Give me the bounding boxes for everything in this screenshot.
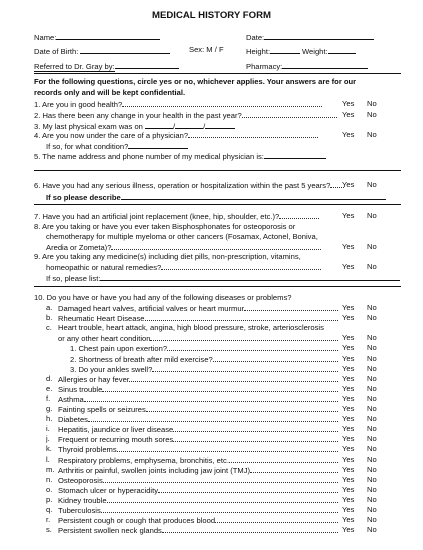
question-3[interactable]: 3. My last physical exam was on / /	[34, 121, 235, 131]
disease-item: Heart trouble, heart attack, angina, high blood pressure, stroke, arteriosclerosis	[58, 323, 324, 333]
question-8-line1: 8. Are you taking or have you ever taken Bisphosphonates for osteoporosis or	[34, 222, 296, 231]
disease-no[interactable]: No	[367, 353, 377, 363]
disease-letter: j.	[46, 434, 50, 444]
disease-letter: f.	[46, 393, 51, 403]
disease-item: Stomach ulcer or hyperacidity	[58, 486, 338, 495]
disease-no[interactable]: No	[367, 303, 377, 312]
disease-item: Persistent cough or cough that produces blood	[58, 516, 338, 525]
date-line[interactable]	[264, 32, 374, 40]
disease-item: Osteoporosis	[58, 476, 338, 485]
q2-no[interactable]: No	[367, 110, 377, 119]
q6-yes[interactable]: Yes	[342, 180, 355, 189]
exam-day-line	[175, 121, 203, 129]
question-2: 2. Has there been any change in your health in the past year?	[34, 111, 337, 120]
disease-no[interactable]: No	[367, 343, 377, 353]
header-divider	[34, 73, 401, 74]
disease-no[interactable]: No	[367, 404, 377, 413]
height-field[interactable]	[246, 46, 300, 56]
disease-yes[interactable]: Yes	[342, 505, 355, 514]
disease-item: Rheumatic Heart Disease	[58, 314, 338, 323]
q4-no[interactable]: No	[367, 130, 377, 139]
q9-no[interactable]: No	[367, 262, 377, 271]
disease-no[interactable]: No	[367, 444, 377, 454]
disease-yes[interactable]: Yes	[342, 515, 355, 525]
q6-answer-line[interactable]	[34, 204, 401, 205]
disease-no[interactable]: No	[367, 464, 377, 474]
q2-yes[interactable]: Yes	[342, 110, 355, 119]
pharmacy-line[interactable]	[282, 61, 368, 69]
disease-letter: g.	[46, 404, 53, 413]
sex-label: Sex: M / F	[189, 45, 224, 54]
disease-no[interactable]: No	[367, 484, 377, 494]
question-1: 1. Are you in good health?	[34, 100, 322, 109]
disease-letter: p.	[46, 494, 53, 504]
pharmacy-label: Pharmacy:	[246, 62, 283, 71]
referred-field[interactable]	[34, 61, 179, 71]
exam-month-line	[145, 121, 173, 129]
disease-letter: s.	[46, 525, 52, 535]
dob-field[interactable]	[34, 46, 170, 56]
disease-yes[interactable]: Yes	[342, 393, 355, 403]
q8-no[interactable]: No	[367, 242, 377, 251]
form-title: MEDICAL HISTORY FORM	[151, 10, 272, 21]
disease-yes[interactable]: Yes	[342, 353, 355, 363]
disease-no[interactable]: No	[367, 525, 377, 535]
disease-yes[interactable]: Yes	[342, 464, 355, 474]
question-4: 4. Are you now under the care of a physician?	[34, 131, 318, 140]
q5-answer-line[interactable]	[34, 170, 401, 171]
disease-yes[interactable]: Yes	[342, 525, 355, 535]
q6-describe[interactable]: If so please describe	[46, 192, 386, 202]
disease-letter: r.	[46, 515, 51, 525]
q4-yes[interactable]: Yes	[342, 130, 355, 139]
disease-no[interactable]: No	[367, 424, 377, 434]
question-7: 7. Have you had an artificial joint replacement (knee, hip, shoulder, etc.)?	[34, 212, 319, 221]
q6-no[interactable]: No	[367, 180, 377, 189]
disease-item: Diabetes	[58, 415, 338, 424]
disease-yes[interactable]: Yes	[342, 474, 355, 484]
dob-line[interactable]	[80, 46, 170, 54]
weight-field[interactable]	[302, 46, 356, 56]
disease-item: Kidney trouble	[58, 496, 338, 505]
q6-describe-line	[121, 192, 386, 200]
disease-letter: c.	[46, 323, 52, 333]
disease-item: Asthma	[58, 395, 338, 404]
disease-item: Persistent swollen neck glands	[58, 526, 338, 535]
disease-yes[interactable]: Yes	[342, 424, 355, 434]
disease-yes[interactable]: Yes	[342, 333, 355, 343]
question-10: 10. Do you have or have you had any of the following diseases or problems?	[34, 293, 292, 302]
disease-letter: h.	[46, 414, 53, 424]
disease-item: Tuberculosis	[58, 506, 338, 515]
q9-list[interactable]: If so, please list:	[46, 273, 400, 283]
pharmacy-field[interactable]	[246, 61, 368, 71]
disease-item: 1. Chest pain upon exertion?	[70, 344, 338, 353]
disease-item: Sinus trouble	[58, 385, 338, 394]
disease-yes[interactable]: Yes	[342, 494, 355, 504]
referred-label: Referred to Dr. Gray by:	[34, 62, 115, 71]
disease-yes[interactable]: Yes	[342, 434, 355, 444]
exam-year-line	[205, 121, 235, 129]
disease-item: Thyroid problems	[58, 445, 338, 454]
disease-no[interactable]: No	[367, 474, 377, 484]
disease-no[interactable]: No	[367, 373, 377, 383]
disease-no[interactable]: No	[367, 414, 377, 424]
q8-yes[interactable]: Yes	[342, 242, 355, 251]
disease-item: Arthritis or painful, swollen joints including jaw joint (TMJ)	[58, 466, 338, 475]
q9-answer-line[interactable]	[34, 286, 401, 287]
question-9-line2: homeopathic or natural remedies?	[46, 263, 321, 272]
disease-letter: n.	[46, 474, 53, 484]
disease-yes[interactable]: Yes	[342, 444, 355, 454]
question-6: 6. Have you had any serious illness, operation or hospitalization within the past 5 years?	[34, 181, 344, 190]
disease-no[interactable]: No	[367, 505, 377, 514]
disease-no[interactable]: No	[367, 383, 377, 393]
name-line[interactable]	[56, 32, 160, 40]
disease-letter: b.	[46, 313, 53, 323]
disease-yes[interactable]: Yes	[342, 484, 355, 494]
instructions-line2: records only and will be kept confidential.	[34, 88, 186, 97]
disease-letter: e.	[46, 383, 53, 393]
q7-yes[interactable]: Yes	[342, 211, 355, 220]
q9-list-line	[100, 273, 400, 281]
question-9-line1: 9. Are you taking any medicine(s) including diet pills, non-prescription, vitamins,	[34, 252, 301, 261]
q9-yes[interactable]: Yes	[342, 262, 355, 271]
disease-letter: i.	[46, 424, 50, 434]
disease-yes[interactable]: Yes	[342, 313, 355, 323]
question-5[interactable]: 5. The name address and phone number of my medical physician is:	[34, 151, 326, 161]
q4-condition-line	[128, 141, 188, 149]
q1-no[interactable]: No	[367, 99, 377, 108]
disease-no[interactable]: No	[367, 515, 377, 525]
disease-yes[interactable]: Yes	[342, 343, 355, 353]
disease-no[interactable]: No	[367, 454, 377, 464]
disease-item: Damaged heart valves, artificial valves or heart murmur	[58, 304, 338, 313]
disease-yes[interactable]: Yes	[342, 363, 355, 373]
disease-letter: m.	[46, 464, 55, 474]
height-label: Height:	[246, 47, 271, 56]
weight-label: Weight:	[302, 47, 328, 56]
q7-no[interactable]: No	[367, 211, 377, 220]
disease-yes[interactable]: Yes	[342, 383, 355, 393]
disease-no[interactable]: No	[367, 363, 377, 373]
disease-yes[interactable]: Yes	[342, 303, 355, 312]
disease-yes[interactable]: Yes	[342, 373, 355, 383]
disease-letter: o.	[46, 484, 53, 494]
name-field[interactable]	[34, 32, 160, 42]
disease-letter: l.	[46, 454, 50, 464]
disease-item: Frequent or recurring mouth sores	[58, 435, 338, 444]
question-8-line2: chemotherapy for multiple myeloma or other cancers (Fosamax, Actonel, Boniva,	[46, 232, 318, 241]
disease-item: or any other heart condition	[58, 334, 338, 343]
disease-item: Allergies or hay fever	[58, 375, 338, 384]
disease-yes[interactable]: Yes	[342, 404, 355, 413]
sex-field[interactable]	[189, 46, 224, 54]
name-label: Name:	[34, 33, 57, 42]
disease-no[interactable]: No	[367, 333, 377, 343]
dob-label: Date of Birth:	[34, 47, 79, 56]
q4-condition[interactable]: If so, for what condition?	[46, 141, 188, 151]
disease-no[interactable]: No	[367, 313, 377, 323]
instructions-line1: For the following questions, circle yes or no, whichever applies. Your answers are for our	[34, 77, 357, 86]
disease-no[interactable]: No	[367, 434, 377, 444]
disease-no[interactable]: No	[367, 393, 377, 403]
disease-yes[interactable]: Yes	[342, 454, 355, 464]
disease-item: 3. Do your ankles swell?	[70, 365, 338, 374]
q5-line	[264, 151, 326, 159]
height-line[interactable]	[270, 46, 300, 54]
disease-item: Hepatitis, jaundice or liver disease	[58, 425, 338, 434]
disease-letter: q.	[46, 505, 53, 514]
disease-item: Fainting spells or seizures	[58, 405, 338, 414]
q1-yes[interactable]: Yes	[342, 99, 355, 108]
disease-letter: a.	[46, 303, 53, 312]
disease-no[interactable]: No	[367, 494, 377, 504]
disease-item: Respiratory problems, emphysema, bronchitis, etc.	[58, 456, 338, 465]
disease-letter: k.	[46, 444, 52, 454]
weight-line[interactable]	[328, 46, 356, 54]
date-field[interactable]	[246, 32, 374, 42]
disease-letter: d.	[46, 373, 53, 383]
date-label: Date:	[246, 33, 265, 42]
disease-yes[interactable]: Yes	[342, 414, 355, 424]
question-8-line3: Aredia or Zometa)?	[46, 243, 321, 252]
referred-line[interactable]	[115, 61, 179, 69]
disease-item: 2. Shortness of breath after mild exercise?	[70, 355, 338, 364]
